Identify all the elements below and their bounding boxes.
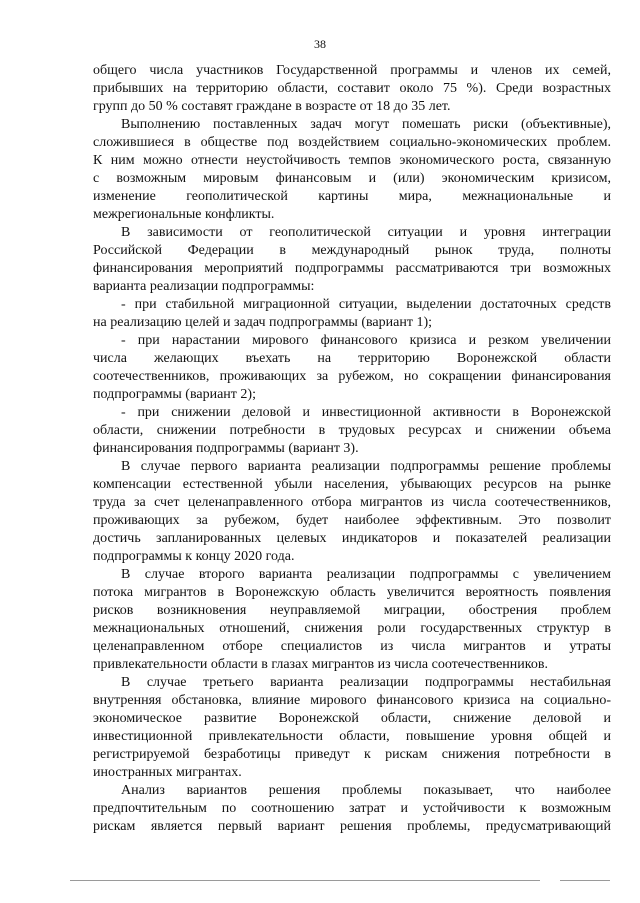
- paragraph: [93, 116, 611, 224]
- text-line: прибывших на территорию области, составит около 75 %). Среди возрастных: [93, 81, 611, 96]
- paragraph: [93, 296, 611, 332]
- text-line: труда за счет целенаправленного отбора мигрантов из числа соотечественников,: [93, 495, 611, 510]
- text-line: иностранных мигрантах.: [93, 765, 242, 780]
- text-line: варианта реализации подпрограммы:: [93, 279, 315, 294]
- text-line: достичь запланированных целевых индикаторов и показателей реализации: [93, 531, 611, 546]
- text-line: финансирования подпрограммы (вариант 3).: [93, 441, 359, 456]
- text-line: подпрограммы (вариант 2);: [93, 387, 256, 402]
- page-number: 38: [314, 37, 326, 51]
- text-line: Российской Федерации в международный рынок труда, полноты: [93, 243, 611, 258]
- paragraph: [93, 224, 611, 296]
- text-line: подпрограммы к концу 2020 года.: [93, 549, 295, 564]
- text-line: внутренняя обстановка, влияние мирового финансового кризиса на социально-: [93, 693, 611, 708]
- text-line: привлекательности области в глазах мигрантов из числа соотечественников.: [93, 657, 548, 672]
- text-line: общего числа участников Государственной программы и членов их семей,: [93, 63, 611, 78]
- text-line: Анализ вариантов решения проблемы показывает, что наиболее: [121, 783, 611, 798]
- text-line: сложившиеся в обществе под воздействием социально-экономических проблем.: [93, 135, 611, 150]
- text-line: В зависимости от геополитической ситуации и уровня интеграции: [121, 225, 611, 240]
- paragraph: [93, 404, 611, 458]
- text-line: рисков возникновения неуправляемой миграции, обострения проблем: [93, 603, 611, 618]
- text-line: проживающих за рубежом, будет наиболее эффективным. Это позволит: [93, 513, 611, 528]
- text-line: соотечественников, проживающих за рубежом, но сокращении финансирования: [93, 369, 611, 384]
- text-line: компенсации естественной убыли населения, убывающих ресурсов на рынке: [93, 477, 611, 492]
- text-line: предпочтительным по соотношению затрат и устойчивости к возможным: [93, 801, 611, 816]
- text-line: рискам является первый вариант решения проблемы, предусматривающий: [93, 819, 611, 834]
- paragraph: [93, 62, 611, 116]
- footer-rule: [70, 880, 540, 881]
- text-line: изменение геополитической картины мира, межнациональные и: [93, 189, 611, 204]
- text-line: экономическое развитие Воронежской области, снижение деловой и: [93, 711, 611, 726]
- text-line: В случае третьего варианта реализации подпрограммы нестабильная: [121, 675, 611, 690]
- text-line: В случае первого варианта реализации подпрограммы решение проблемы: [121, 459, 611, 474]
- paragraph: [93, 458, 611, 566]
- text-line: целенаправленном отборе специалистов из числа мигрантов и утраты: [93, 639, 611, 654]
- text-line: инвестиционной привлекательности области, повышение уровня общей и: [93, 729, 611, 744]
- paragraph: [93, 782, 611, 836]
- text-line: межрегиональные конфликты.: [93, 207, 275, 222]
- paragraph: [93, 332, 611, 404]
- text-line: с возможным мировым финансовым и (или) экономическим кризисом,: [93, 171, 611, 186]
- text-line: числа желающих въехать на территорию Воронежской области: [93, 351, 611, 366]
- text-line: потока мигрантов в Воронежскую область увеличится вероятность появления: [93, 585, 611, 600]
- text-line: Выполнению поставленных задач могут помешать риски (объективные),: [121, 117, 611, 132]
- text-line: К ним можно отнести неустойчивость темпов экономического роста, связанную: [93, 153, 611, 168]
- text-line: В случае второго варианта реализации подпрограммы с увеличением: [121, 567, 611, 582]
- text-line: групп до 50 % составят граждане в возрасте от 18 до 35 лет.: [93, 99, 451, 114]
- text-line: области, снижении потребности в трудовых ресурсах и снижении объема: [93, 423, 611, 438]
- footer-rule-right: [560, 880, 610, 881]
- text-line: межнациональных отношений, снижения роли государственных структур в: [93, 621, 611, 636]
- text-line: - при нарастании мирового финансового кризиса и резком увеличении: [121, 333, 611, 348]
- document-body: [93, 62, 611, 836]
- paragraph: [93, 566, 611, 674]
- text-line: - при снижении деловой и инвестиционной активности в Воронежской: [121, 405, 611, 420]
- text-line: регистрируемой безработицы приведут к рискам снижения потребности в: [93, 747, 611, 762]
- text-line: на реализацию целей и задач подпрограммы (вариант 1);: [93, 315, 433, 330]
- text-line: - при стабильной миграционной ситуации, выделении достаточных средств: [121, 297, 611, 312]
- paragraph: [93, 674, 611, 782]
- text-line: финансирования мероприятий подпрограммы рассматриваются три возможных: [93, 261, 611, 276]
